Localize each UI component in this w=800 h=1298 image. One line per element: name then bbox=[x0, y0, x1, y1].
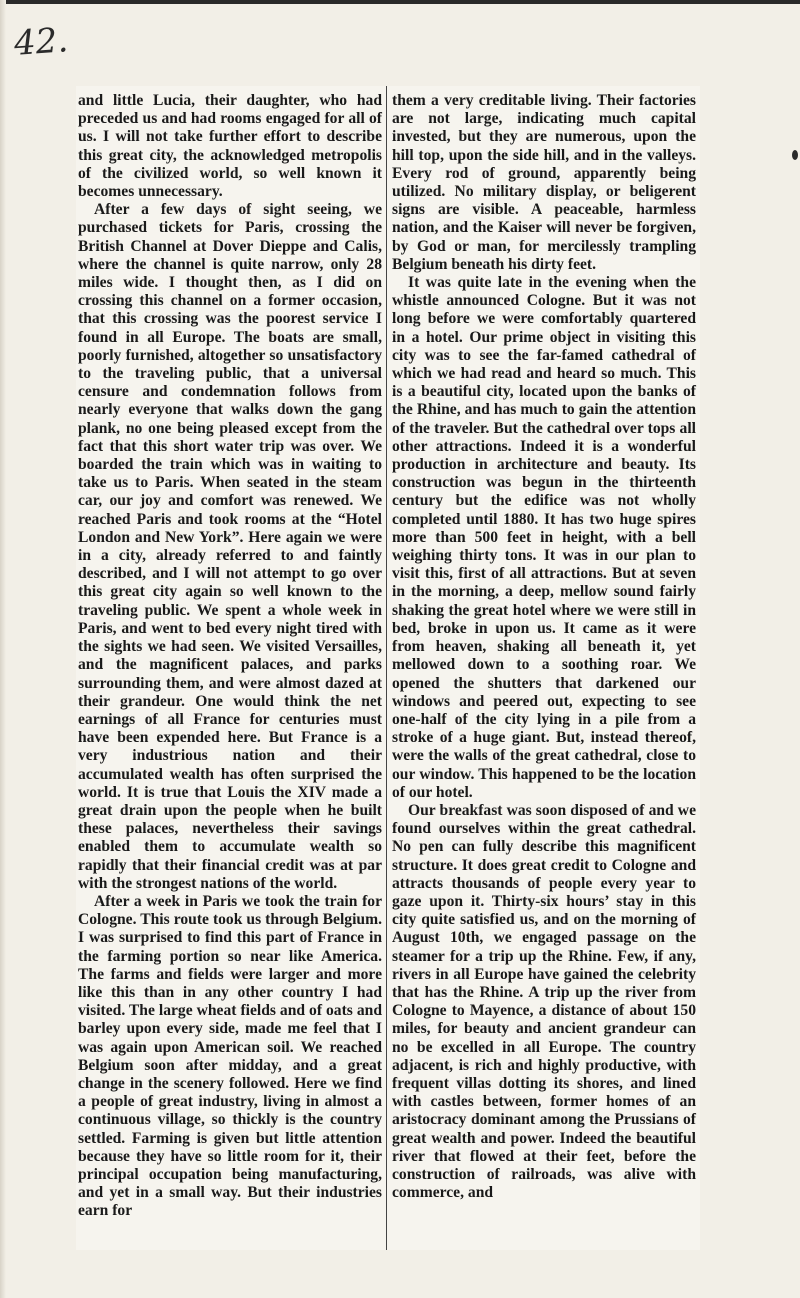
paragraph: After a week in Paris we took the train for Cologne. This route took us through Belgium. I was surprised to find this part of France in the farming portion so near like America. The farms and fields were larger and more like this than in any other country I had visited. The large wheat fields and of oats and barley upon every side, made me feel that I was again upon American soil. We reached Belgium soon after midday, and a great change in the scenery followed. Here we find a people of great industry, living in almost a continuous village, so thickly is the country settled. Farming is given but little attention because they have so little room for it, their principal occupation being manufacturing, and yet in a small way. But their industries earn for bbox=[78, 892, 382, 1220]
paragraph: After a few days of sight seeing, we purchased tickets for Paris, crossing the British Channel at Dover Dieppe and Calis, where the channel is quite narrow, only 28 miles wide. I thought then, as I did on crossing this channel on a former occasion, that this crossing was the poorest service I found in all Europe. The boats are small, poorly furnished, altogether so unsatisfactory to the traveling public, that a universal censure and condemnation follows from nearly everyone that walks down the gang plank, no one being pleased except from the fact that this short water trip was over. We boarded the train which was in waiting to take us to Paris. When seated in the steam car, our joy and comfort was renewed. We reached Paris and took rooms at the “Hotel London and New York”. Here again we were in a city, already referred to and faintly described, and I will not attempt to go over this great city again so well known to the traveling public. We spent a whole week in Paris, and went to bed every night tired with the sights we had seen. We visited Versailles, and the magnificent palaces, and parks surrounding them, and were almost dazed at their grandeur. One would think the net earnings of all France for centuries must have been expended here. But France is a very industrious nation and their accumulated wealth has often surprised the world. It is true that Louis the XIV made a great drain upon the people when he built these palaces, nevertheless their savings enabled them to accumulate wealth so rapidly that their financial credit was at par with the strongest nations of the world. bbox=[78, 201, 382, 892]
left-column bbox=[78, 92, 382, 1221]
scan-top-edge bbox=[0, 0, 800, 4]
newspaper-clipping bbox=[76, 86, 700, 1250]
paragraph: It was quite late in the evening when the whistle announced Cologne. But it was not long before we were comfortably quartered in a hotel. Our prime object in visiting this city was to see the far-famed cathedral of which we had read and heard so much. This is a beautiful city, located upon the banks of the Rhine, and has much to gain the attention of the traveler. But the cathedral over tops all other attractions. Indeed it is a wonderful production in architecture and beauty. Its construction was begun in the thirteenth century but the edifice was not wholly completed until 1880. It has two huge spires more than 500 feet in height, with a bell weighing thirty tons. It was in our plan to visit this, first of all attractions. But at seven in the morning, a deep, mellow sound fairly shaking the great hotel where we were still in bed, broke in upon us. It came as it were from heaven, shaking all beneath it, yet mellowed down to a soothing roar. We opened the shutters that darkened our windows and peered out, expecting to see one-half of the city lying in a pile from a stroke of a huge giant. But, instead thereof, were the walls of the great cathedral, close to our window. This happened to be the location of our hotel. bbox=[392, 274, 696, 801]
right-column bbox=[392, 92, 696, 1202]
paragraph: them a very creditable living. Their factories are not large, indicating much capital invested, but they are numerous, upon the hill top, upon the side hill, and in the valleys. Every rod of ground, apparently being utilized. No military display, or beligerent signs are visible. A peaceable, harmless nation, and the Kaiser will never be forgiven, by God or man, for mercilessly trampling Belgium beneath his dirty feet. bbox=[392, 92, 696, 273]
scan-left-edge bbox=[0, 0, 6, 1298]
scan-edge-mark bbox=[792, 150, 798, 160]
handwritten-page-number: 42. bbox=[12, 20, 70, 64]
paragraph: Our breakfast was soon disposed of and we found ourselves within the great cathedral. No pen can fully describe this magnificent structure. It does great credit to Cologne and attracts thousands of people every year to gaze upon it. Thirty-six hours’ stay in this city quite satisfied us, and on the morning of August 10th, we engaged passage on the steamer for a trip up the Rhine. Few, if any, rivers in all Europe have gained the celebrity that has the Rhine. A trip up the river from Cologne to Mayence, a distance of about 150 miles, for beauty and ancient grandeur can no be excelled in all Europe. The country adjacent, is rich and highly productive, with frequent villas dotting its shores, and lined with castles between, former homes of an aristocracy dominant among the Prussians of great wealth and power. Indeed the beautiful river that flowed at their feet, before the construction of railroads, was alive with commerce, and bbox=[392, 801, 696, 1202]
column-divider bbox=[386, 86, 387, 1250]
paragraph: and little Lucia, their daughter, who had preceded us and had rooms engaged for all of us. I will not take further effort to describe this great city, the acknowledged metropolis of the civilized world, so well known it becomes unnecessary. bbox=[78, 92, 382, 201]
